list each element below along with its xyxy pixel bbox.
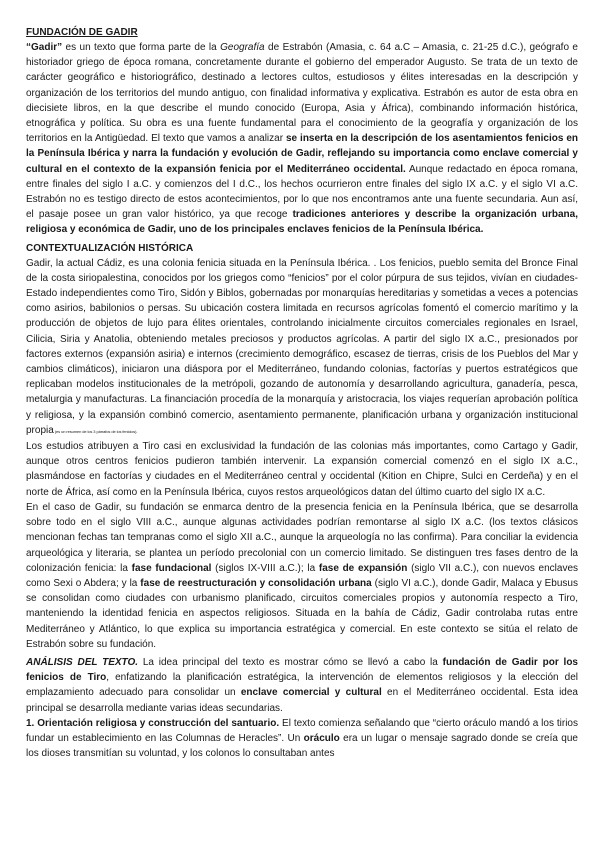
phase-restructuring: fase de reestructuración y consolidación urbana <box>140 577 372 589</box>
work-title: “Gadir” <box>26 42 63 53</box>
analysis-heading: ANÁLISIS DEL TEXTO. <box>26 656 139 668</box>
context-paragraph-3: En el caso de Gadir, su fundación se enmarca dentro de la presencia fenicia en la Península Ibérica, que se desarrolla sobre todo en el siglo VIII a.C., aunque algunas actividades podrían remontarse al siglo IX a.C. (los textos clásicos mencionan fechas tan tempranas como el siglo XII a.C., aunque la arqueología no las confirma). Para conciliar la evidencia arqueológica y literaria, se plantea un período precolonial con un comercio limitado. Se distinguen tres fases dentro de la colonización fenicia: la fase fundacional (siglos IX-VIII a.C.); la fase de expansión (siglo VII a.C.), con nuevos enclaves como Sexi o Abdera; y la fase de reestructuración y consolidación urbana (siglo VI a.C.), donde Gadir, Malaca y Ebusus se consolidan como ciudades con urbanismo planificado, circuitos comerciales propios y autonomía respecto a Tiro, manteniendo la identidad fenicia en aspectos religiosos. Situada en la bahía de Cádiz, Gadir controlaba rutas entre Mediterráneo y Atlántico, lo que explica su importancia estratégica y comercial. En este contexto se sitúa el relato de Estrabón sobre su fundación. <box>26 501 579 650</box>
intro-value: tradiciones anteriores y describe la organización urbana, religiosa y económica de Gadir, uno de los principales enclaves fenicios de la Península Ibérica. <box>26 209 578 236</box>
context-paragraph-1: Gadir, la actual Cádiz, es una colonia fenicia situada en la Península Ibérica. . Los fenicios, pueblo semita del Bronce Final de la costa siriopalestina, conocidos por los griegos como “fenicios” por el color púrpura de sus tejidos, vivían en ciudades-Estado independientes como Tiro, Sidón y Biblos, gobernadas por monarquías hereditarias y sometidas a veces a potencias como asirios, babilonios o persas. Su ubicación costera limitada en recursos agrícolas fomentó el comercio marítimo y la producción de objetos de lujo para élites orientales, controlando inicialmente circuitos comerciales regionales en Israel, Cilicia, Siria y Anatolia, obteniendo metales preciosos y productos agrícolas. A partir del siglo IX a.C., presionados por factores externos (expansión asiria) e internos (crecimiento demográfico, escasez de tierras, crisis de los Pueblos del Mar y cambios climáticos), iniciaron una diáspora por el Mediterráneo, fundando colonias, factorías y puertos estratégicos que replicaban modelos institucionales de la metrópoli, gozando de autonomía y desarrollando agricultura, ganadería, pesca, metalurgia y manufacturas. La financiación procedía de la monarquía y aristocracia, los viajes requerían aprobación política y religiosa, y la expansión combinó comercio, asentamiento permanente, planificación urbana y organización institucional propia (es un resumen de los 3 párrafos de los fenicios). <box>26 257 578 436</box>
phase-expansion: fase de expansión <box>318 562 408 574</box>
context-paragraph-2: Los estudios atribuyen a Tiro casi en exclusividad la fundación de las colonias más importantes, como Cartago y Gadir, aunque otros centros fenicios pudieron también intervenir. La expansión comercial comenzó en el siglo IX a.C., plasmándose en factorías y ciudades en el Mediterráneo central y occidental (Kition en Chipre, Sulci en Cerdeña) y en el norte de África, así como en la Península Ibérica, cuyos restos arqueológicos datan del último cuarto del siglo IX a.C. <box>26 441 578 498</box>
document-title: FUNDACIÓN DE GADIR <box>26 27 138 38</box>
document-page <box>26 25 578 761</box>
phase-foundational: fase fundacional <box>131 562 212 574</box>
summary-note: (es un resumen de los 3 párrafos de los fenicios). <box>53 428 138 434</box>
point-1-heading: 1. Orientación religiosa y construcción del santuario. <box>26 717 280 729</box>
analysis-point-1: 1. Orientación religiosa y construcción del santuario. El texto comienza señalando que “cierto oráculo mandó a los tirios fundar un establecimiento en las Columnas de Heracles”. Un oráculo era un lugar o mensaje sagrado donde se creía que los dioses transmitían su voluntad, y los colonos lo consultaban antes <box>26 717 578 760</box>
analysis-paragraph: ANÁLISIS DEL TEXTO. La idea principal del texto es mostrar cómo se llevó a cabo la fundación de Gadir por los fenicios de Tiro, enfatizando la planificación estratégica, la intervención de elementos religiosos y la elección del emplazamiento adecuado para consolidar un enclave comercial y cultural en el Mediterráneo occidental. Esta idea principal se desarrolla mediante varias ideas secundarias. <box>26 656 578 714</box>
intro-paragraph: “Gadir” es un texto que forma parte de la Geografía de Estrabón (Amasia, c. 64 a.C – Amasia, c. 21-25 d.C.), geógrafo e historiador griego de época romana, concretamente durante el gobierno del emperador Augusto. Se trata de un texto de carácter geográfico e historiográfico, destinado a lectores cultos, estudiosos y élites interesadas en la descripción y organización de los territorios del mundo antiguo, con finalidad informativa y explicativa. Estrabón es autor de esta obra en diecisiete libros, en la que describe el mundo conocido (Europa, Asia y África), combinando información histórica, etnográfica y política. Su obra es una fuente fundamental para el conocimiento de la geografía y organización de los territorios en la Antigüedad. El texto que vamos a analizar se inserta en la descripción de los asentamientos fenicios en la Península Ibérica y narra la fundación y evolución de Gadir, reflejando su importancia como enclave comercial y cultural en el contexto de la expansión fenicia por el Mediterráneo occidental. Aunque redactado en época romana, entre finales del siglo I a.C. y comienzos del I d.C., los hechos ocurrieron entre finales del siglo IX a.C. y el siglo VI a.C. Estrabón no es testigo directo de estos acontecimientos, por lo que nos encontramos ante una fuente secundaria. Aun así, el pasaje posee un gran valor histórico, ya que recoge tradiciones anteriores y describe la organización urbana, religiosa y económica de Gadir, uno de los principales enclaves fenicios de la Península Ibérica. <box>26 42 578 236</box>
context-heading: CONTEXTUALIZACIÓN HISTÓRICA <box>26 242 194 254</box>
intro-thesis: se inserta en la descripción de los asentamientos fenicios en la Península Ibérica y narra la fundación y evolución de Gadir, reflejando su importancia como enclave comercial y cultural en el contexto de la expansión fenicia por el Mediterráneo occidental. <box>26 133 578 175</box>
work-name-geografia: Geografía <box>220 42 265 53</box>
